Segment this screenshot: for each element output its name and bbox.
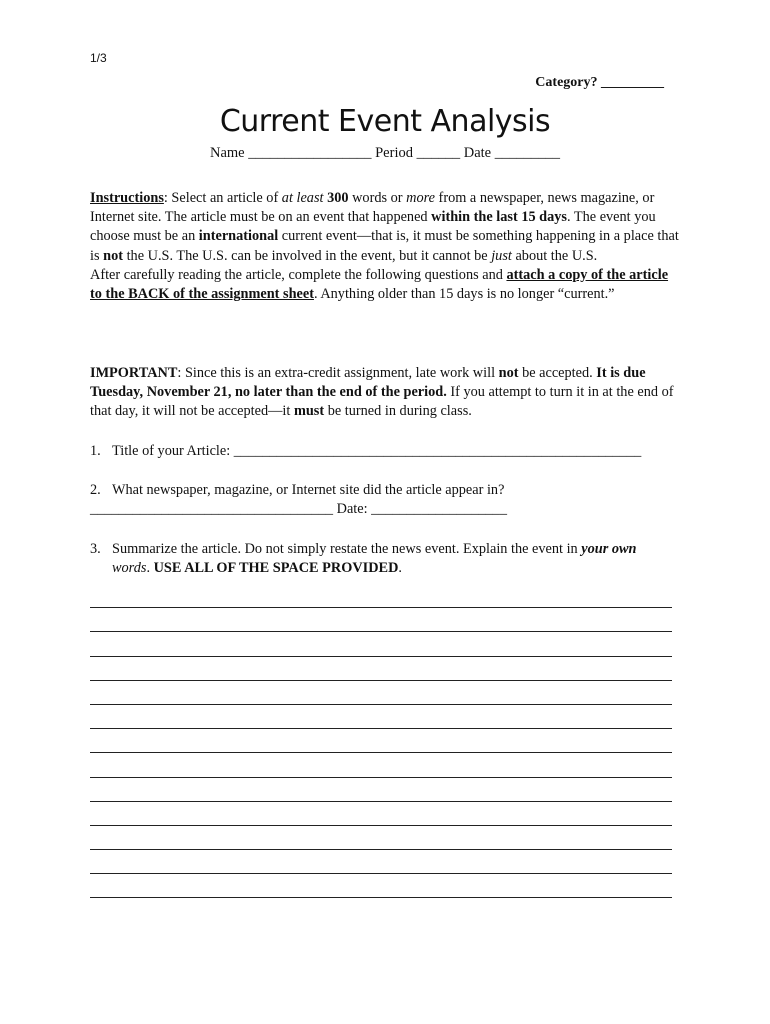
answer-line[interactable]: [90, 681, 672, 705]
answer-line[interactable]: [90, 826, 672, 850]
important-label: IMPORTANT: [90, 365, 178, 381]
source-and-date-fields[interactable]: __________________________________ Date: ___________________: [90, 501, 507, 518]
question-3-text: .: [398, 560, 402, 577]
important-text: be accepted.: [518, 365, 597, 381]
important-not: not: [498, 365, 519, 381]
instructions-international: international: [198, 228, 279, 245]
important-due-date: It is due Tuesday, November 21, no later than the end of the period.: [90, 365, 646, 401]
question-2: [90, 481, 682, 519]
instructions-text: . The event you choose must be an: [90, 209, 656, 245]
instructions-label: Instructions: [90, 190, 164, 206]
summary-answer-area[interactable]: [90, 584, 672, 898]
instructions-text: current event—that is, it must be something happening in a place that is: [90, 228, 679, 264]
instructions-at-least: at least: [281, 190, 324, 206]
answer-line[interactable]: [90, 584, 672, 608]
name-period-date-fields[interactable]: Name _________________ Period ______ Date _________: [210, 145, 560, 161]
question-3-use-all: USE ALL OF THE SPACE PROVIDED: [153, 560, 399, 577]
answer-line[interactable]: [90, 608, 672, 632]
question-number: 2.: [90, 482, 101, 498]
answer-line[interactable]: [90, 778, 672, 802]
answer-line[interactable]: [90, 874, 672, 898]
question-3-words: words: [112, 560, 147, 577]
instructions-more: more: [406, 190, 435, 206]
instructions-text: After carefully reading the article, complete the following questions and: [90, 266, 507, 283]
question-1: [90, 442, 682, 461]
instructions-paragraph: [90, 189, 682, 304]
question-3-text: Summarize the article. Do not simply restate the news event. Explain the event in: [112, 541, 582, 557]
instructions-text: : Select an article of: [163, 190, 282, 206]
page-number: 1/3: [90, 51, 107, 65]
important-must: must: [293, 403, 325, 420]
important-text: : Since this is an extra-credit assignment, late work will: [177, 365, 499, 381]
article-title-field[interactable]: Title of your Article: _________________________________________________________: [112, 443, 642, 459]
instructions-attach: attach a copy of the article to the BACK of the assignment sheet: [90, 266, 669, 303]
question-3-text: .: [146, 560, 154, 577]
question-number: 1.: [90, 443, 101, 459]
category-field[interactable]: Category? _________: [535, 75, 664, 90]
answer-line[interactable]: [90, 632, 672, 656]
question-3-your-own: your own: [581, 541, 637, 557]
instructions-within: within the last 15 days: [431, 209, 567, 226]
instructions-not: not: [103, 247, 123, 264]
instructions-text: about the U.S.: [511, 247, 598, 264]
instructions-text: words or: [348, 190, 407, 206]
question-2-text: What newspaper, magazine, or Internet site did the article appear in?: [112, 482, 505, 498]
answer-line[interactable]: [90, 850, 672, 874]
instructions-text: the U.S. The U.S. can be involved in the event, but it cannot be: [123, 247, 492, 264]
instructions-text: . Anything older than 15 days is no longer “current.”: [313, 286, 615, 303]
answer-line[interactable]: [90, 753, 672, 777]
important-text: be turned in during class.: [324, 403, 472, 420]
question-number: 3.: [90, 541, 101, 557]
answer-line[interactable]: [90, 705, 672, 729]
instructions-300: 300: [327, 190, 349, 206]
answer-line[interactable]: [90, 657, 672, 681]
page-title: Current Event Analysis: [219, 104, 551, 139]
important-text: If you attempt to turn it in at the end of that day, it will not be accepted—it: [90, 384, 674, 420]
instructions-text: from a newspaper, news magazine, or Internet site. The article must be on an event that happened: [90, 190, 655, 226]
answer-line[interactable]: [90, 802, 672, 826]
answer-line[interactable]: [90, 729, 672, 753]
important-paragraph: [90, 364, 682, 422]
question-3: [90, 540, 682, 578]
instructions-just: just: [491, 247, 512, 264]
